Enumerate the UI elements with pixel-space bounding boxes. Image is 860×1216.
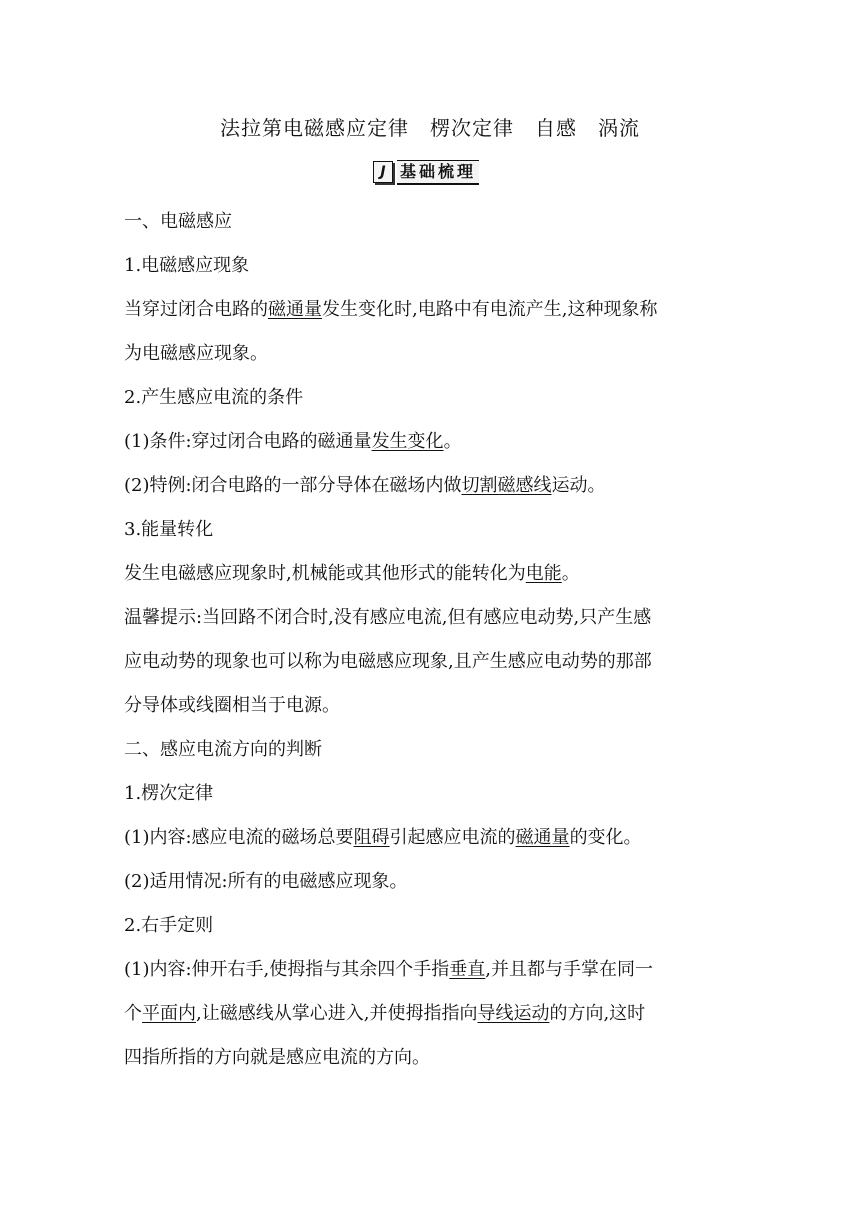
text-segment: 二、感应电流方向的判断 — [124, 739, 322, 760]
text-segment: 分导体或线圈相当于电源。 — [124, 695, 340, 716]
text-segment: 一、电磁感应 — [124, 211, 232, 232]
text-segment: 运动。 — [551, 475, 606, 496]
text-line — [124, 332, 744, 376]
section-badge — [373, 160, 485, 184]
text-segment: 1.电磁感应现象 — [124, 255, 250, 276]
text-line — [124, 508, 744, 552]
text-segment: 3.能量转化 — [124, 519, 214, 540]
underlined-answer: 导线运动 — [477, 1003, 550, 1024]
underlined-answer: 平面内 — [142, 1003, 196, 1024]
text-line — [124, 948, 744, 992]
document-body — [124, 200, 744, 1080]
text-segment: 为电磁感应现象。 — [124, 343, 268, 364]
text-segment: 发生电磁感应现象时,机械能或其他形式的能转化为 — [124, 563, 526, 584]
text-line — [124, 816, 744, 860]
text-segment: 的变化。 — [569, 827, 642, 848]
page-title: 法拉第电磁感应定律 楞次定律 自感 涡流 — [220, 116, 640, 140]
text-segment: ,让磁感线从掌心进入,并使拇指指向 — [196, 1003, 478, 1024]
text-segment: (2)特例:闭合电路的一部分导体在磁场内做 — [124, 475, 462, 496]
text-segment: 2.产生感应电流的条件 — [124, 387, 304, 408]
text-line — [124, 860, 744, 904]
text-line — [124, 728, 744, 772]
text-line — [124, 464, 744, 508]
text-segment: ,并且都与手掌在同一 — [485, 959, 654, 980]
underlined-answer: 阻碍 — [353, 827, 390, 848]
text-line — [124, 684, 744, 728]
text-line — [124, 420, 744, 464]
text-segment: 温馨提示:当回路不闭合时,没有感应电流,但有感应电动势,只产生感 — [124, 607, 652, 628]
text-segment: 。 — [443, 431, 462, 452]
text-segment: 的方向,这时 — [549, 1003, 646, 1024]
underlined-answer: 磁通量 — [515, 827, 570, 848]
underlined-answer: 发生变化 — [371, 431, 444, 452]
underlined-answer: 切割磁感线 — [461, 475, 552, 496]
badge-letter-icon: J — [373, 161, 393, 183]
text-segment: 。 — [561, 563, 580, 584]
badge-label: 基础梳理 — [397, 160, 479, 185]
text-line — [124, 376, 744, 420]
text-segment: 发生变化时,电路中有电流产生,这种现象称 — [322, 299, 658, 320]
text-line — [124, 772, 744, 816]
text-segment: (1)内容:感应电流的磁场总要 — [124, 827, 354, 848]
text-segment: (2)适用情况:所有的电磁感应现象。 — [124, 871, 408, 892]
text-line — [124, 244, 744, 288]
text-segment: 当穿过闭合电路的 — [124, 299, 268, 320]
text-segment: (1)内容:伸开右手,使拇指与其余四个手指 — [124, 959, 450, 980]
text-line — [124, 992, 744, 1036]
text-line — [124, 1036, 744, 1080]
underlined-answer: 磁通量 — [268, 299, 322, 320]
underlined-answer: 垂直 — [449, 959, 486, 980]
text-segment: 应电动势的现象也可以称为电磁感应现象,且产生感应电动势的那部 — [124, 651, 652, 672]
text-segment: 1.楞次定律 — [124, 783, 214, 804]
text-line — [124, 288, 744, 332]
text-segment: (1)条件:穿过闭合电路的磁通量 — [124, 431, 372, 452]
text-segment: 四指所指的方向就是感应电流的方向。 — [124, 1047, 430, 1068]
text-segment: 个 — [124, 1003, 142, 1024]
text-line — [124, 200, 744, 244]
text-line — [124, 596, 744, 640]
text-line — [124, 552, 744, 596]
text-line — [124, 904, 744, 948]
underlined-answer: 电能 — [525, 563, 562, 584]
text-segment: 引起感应电流的 — [389, 827, 516, 848]
text-segment: 2.右手定则 — [124, 915, 214, 936]
text-line — [124, 640, 744, 684]
